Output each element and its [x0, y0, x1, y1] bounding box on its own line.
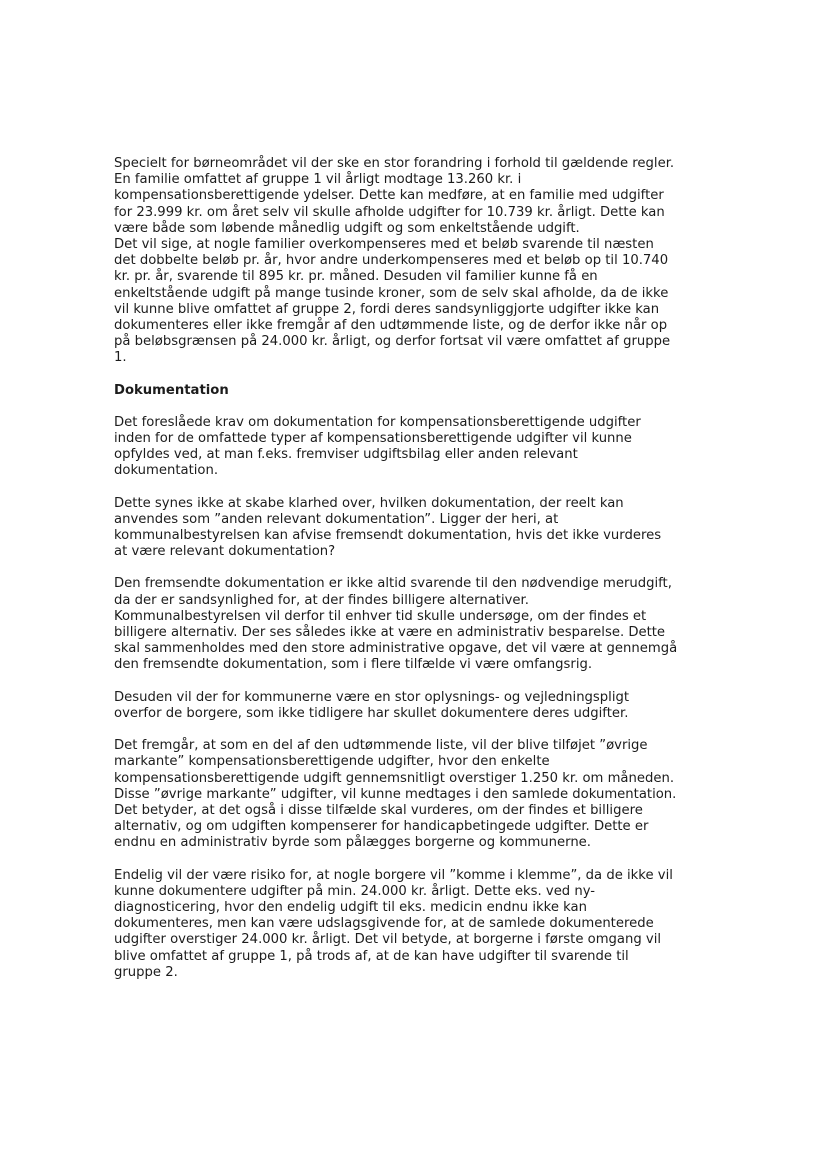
paragraph-other-significant-expenses: Det fremgår, at som en del af den udtømmende liste, vil der blive tilføjet ”øvrige markante” kompensationsberettigende udgifter, hvor den enkelte kompensationsberettigende udgift gennemsnitligt overstiger 1.250 kr. om måneden. Disse ”øvrige markante” udgifter, vil kunne medtages i den samlede dokumentation. Det betyder, at det også i disse tilfælde skal vurderes, om der findes et billigere alternativ, og om udgiften kompenserer for handicapbetingede udgifter. Dette er endnu en administrativ byrde som pålægges borgerne og kommunerne.	[114, 738, 677, 851]
paragraph-guidance-duty: Desuden vil der for kommunerne være en stor oplysnings- og vejledningspligt overfor de borgere, som ikke tidligere har skullet dokumentere deres udgifter.	[114, 689, 630, 721]
paragraph-clarity: Dette synes ikke at skabe klarhed over, hvilken dokumentation, der reelt kan anvendes som ”anden relevant dokumentation”. Ligger der heri, at kommunalbestyrelsen kan afvise fremsendt dokumentation, hvis det ikke vurderes at være relevant dokumentation?	[114, 495, 662, 560]
paragraph-risk: Endelig vil der være risiko for, at nogle borgere vil ”komme i klemme”, da de ikke vil kunne dokumentere udgifter på min. 24.000 kr. årligt. Dette eks. ved ny- diagnosticering, hvor den endelig udgift til eks. medicin endnu ikke kan dokumenteres, men kan være udslagsgivende for, at de samlede dokumenterede udgifter overstiger 24.000 kr. årligt. Det vil betyde, at borgerne i første omgang vil blive omfattet af gruppe 1, på trods af, at de kan have udgifter til svarende til gruppe 2.	[114, 867, 673, 980]
paragraph-alternatives: Den fremsendte dokumentation er ikke altid svarende til den nødvendige merudgift, da der er sandsynlighed for, at der findes billigere alternativer. Kommunalbestyrelsen vil derfor til enhver tid skulle undersøge, om der findes et billigere alternativ. Der ses således ikke at være en administrativ besparelse. Dette skal sammenholdes med den store administrative opgave, det vil være at gennemgå den fremsendte dokumentation, som i flere tilfælde vi være omfangsrig.	[114, 576, 678, 673]
document-body	[114, 156, 704, 981]
intro-paragraph: Specielt for børneområdet vil der ske en stor forandring i forhold til gældende regler. En familie omfattet af gruppe 1 vil årligt modtage 13.260 kr. i kompensationsberettigende ydelser. Dette kan medføre, at en familie med udgifter for 23.999 kr. om året selv vil skulle afholde udgifter for 10.739 kr. årligt. Dette kan være både som løbende månedlig udgift og som enkeltstående udgift. Det vil sige, at nogle familier overkompenseres med et beløb svarende til næsten det dobbelte beløb pr. år, hvor andre underkompenseres med et beløb op til 10.740 kr. pr. år, svarende til 895 kr. pr. måned. Desuden vil familier kunne få en enkeltstående udgift på mange tusinde kroner, som de selv skal afholde, da de ikke vil kunne blive omfattet af gruppe 2, fordi deres sandsynliggjorte udgifter ikke kan dokumenteres eller ikke fremgår af den udtømmende liste, og de derfor ikke når op på beløbsgrænsen på 24.000 kr. årligt, og derfor fortsat vil være omfattet af gruppe 1.	[114, 156, 675, 366]
paragraph-documentation-requirement: Det foreslåede krav om dokumentation for kompensationsberettigende udgifter inden for de omfattede typer af kompensationsberettigende udgifter vil kunne opfyldes ved, at man f.eks. fremviser udgiftsbilag eller anden relevant dokumentation.	[114, 414, 641, 479]
section-heading: Dokumentation	[114, 382, 229, 398]
